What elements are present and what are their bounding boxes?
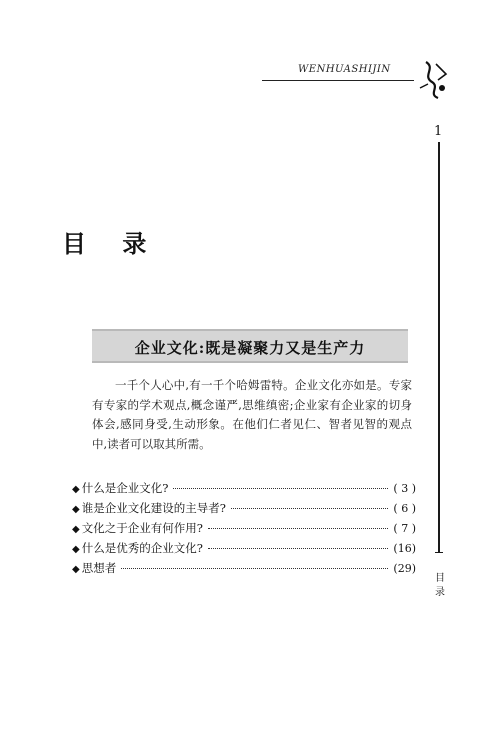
toc-entry-title: 谁是企业文化建设的主导者?	[81, 501, 226, 515]
toc-entry-page: ( 6 )	[393, 502, 416, 515]
toc-entry[interactable]	[72, 480, 416, 500]
toc-entry-title: 什么是企业文化?	[81, 481, 169, 495]
diamond-bullet-icon: ◆	[72, 524, 80, 535]
side-label: 目录	[435, 573, 445, 598]
dot-leader	[208, 528, 389, 529]
dot-leader	[231, 508, 389, 509]
toc-entry-page: (29)	[393, 562, 416, 575]
toc-entry-page: (16)	[393, 542, 416, 555]
toc-entry-title: 文化之于企业有何作用?	[81, 521, 203, 535]
dot-leader	[208, 548, 389, 549]
diamond-bullet-icon: ◆	[72, 504, 80, 515]
calligraphy-emblem-icon	[416, 58, 452, 100]
diamond-bullet-icon: ◆	[72, 484, 80, 495]
header-rule	[262, 80, 414, 81]
toc-entry-page: ( 7 )	[393, 522, 416, 535]
toc-entry[interactable]	[72, 520, 416, 540]
toc-entry[interactable]	[72, 500, 416, 520]
dot-leader	[173, 488, 388, 489]
header-running-title: WENHUASHIJIN	[298, 64, 391, 75]
diamond-bullet-icon: ◆	[72, 544, 80, 555]
toc-entry[interactable]	[72, 560, 416, 580]
toc-entry-title: 思想者	[81, 561, 117, 575]
toc-list	[72, 480, 416, 580]
toc-entry[interactable]	[72, 540, 416, 560]
page-number: 1	[434, 124, 443, 139]
toc-entry-page: ( 3 )	[393, 482, 416, 495]
toc-entry-title: 什么是优秀的企业文化?	[81, 541, 203, 555]
section-banner	[92, 329, 408, 363]
diamond-bullet-icon: ◆	[72, 564, 80, 575]
dot-leader	[121, 568, 388, 569]
toc-heading: 目 录	[62, 230, 161, 258]
section-intro: 一千个人心中,有一千个哈姆雷特。企业文化亦如是。专家有专家的学术观点,概念谨严,思维缜密;企业家有企业家的切身体会,感同身受,生动形象。在他们仁者见仁、智者见智的观点中,读者可以取其所需。	[92, 378, 412, 451]
side-rule	[438, 142, 440, 552]
section-title: 企业文化:既是凝聚力又是生产力	[134, 339, 366, 357]
